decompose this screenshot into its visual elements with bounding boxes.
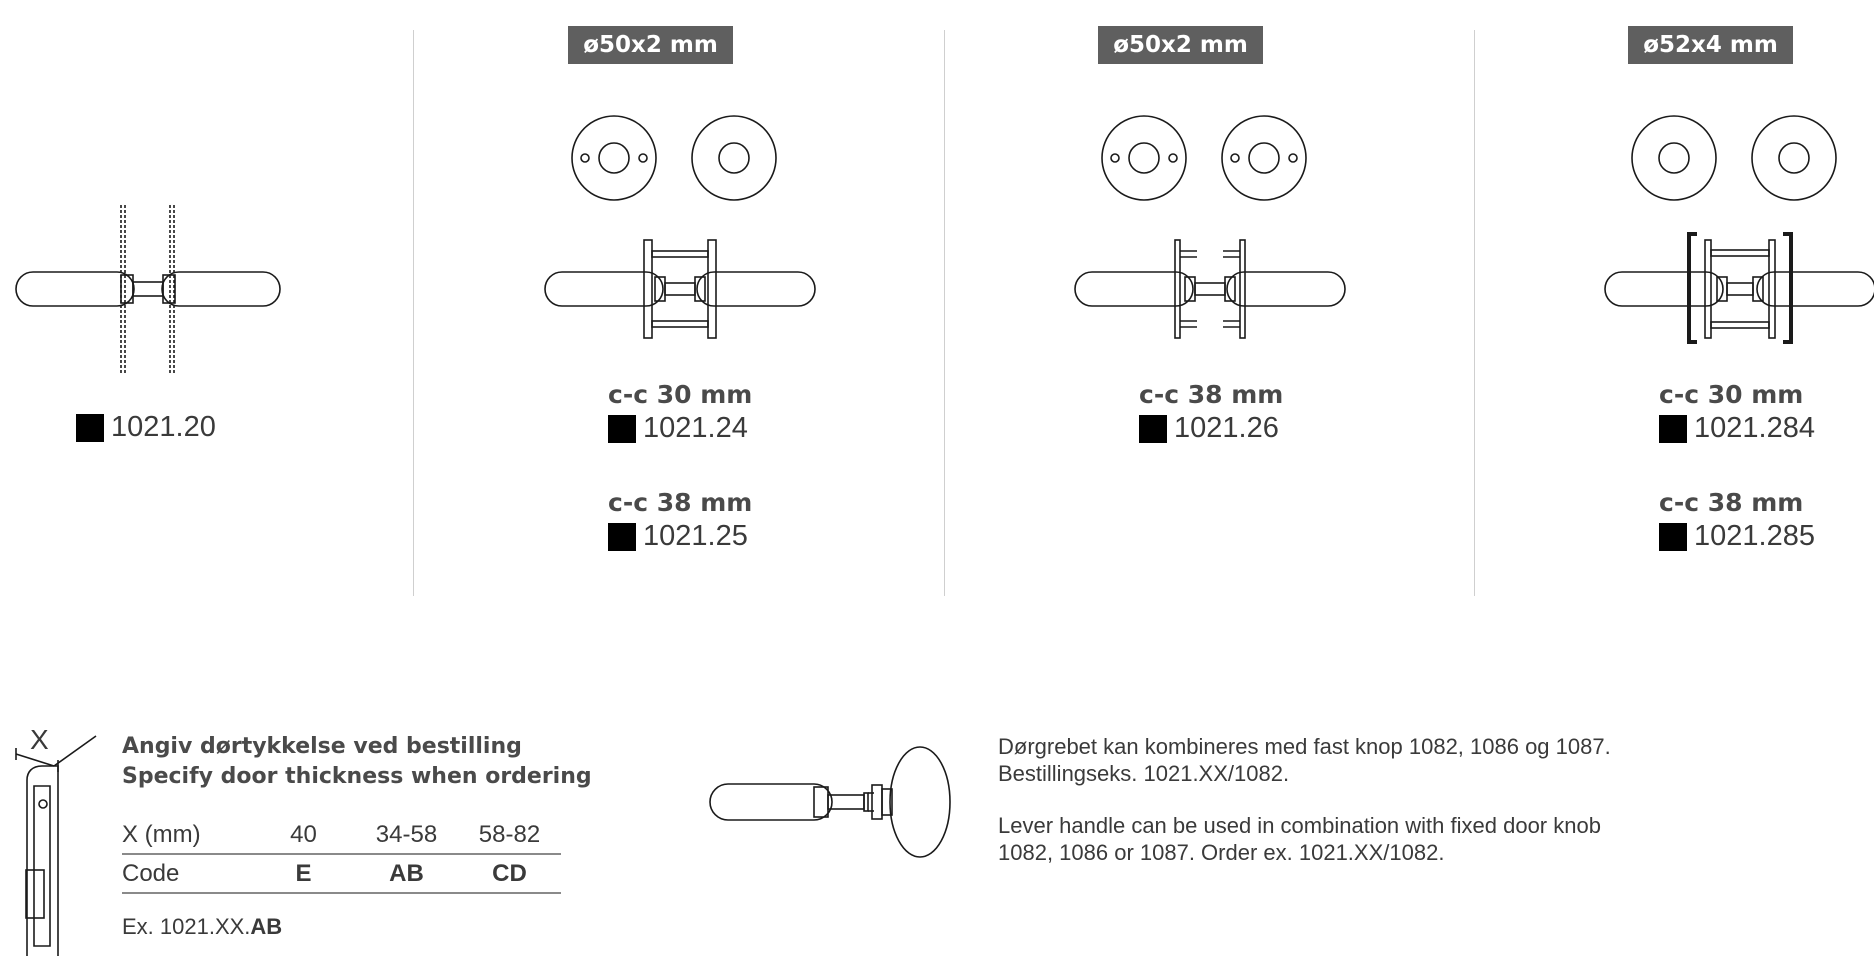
door-thickness-diagram [10,720,105,956]
black-finish-swatch [1659,415,1687,443]
order-example [122,914,282,940]
product-code [1659,520,1815,553]
table-cell: 40 [252,816,355,854]
product-code-text: 1021.285 [1694,520,1815,552]
rosette-size-badge: ø50x2 mm [568,26,733,64]
thickness-table [122,816,561,894]
black-finish-swatch [76,414,104,442]
column-divider [413,30,414,596]
center-distance-label: c-c 30 mm [1659,380,1804,409]
product-code-text: 1021.26 [1174,412,1279,444]
product-code-text: 1021.24 [643,412,748,444]
black-finish-swatch [1659,523,1687,551]
center-distance-label: c-c 38 mm [608,488,753,517]
rosette-size-badge: ø50x2 mm [1098,26,1263,64]
lever-handle-drawing [545,235,815,345]
center-distance-label: c-c 38 mm [1659,488,1804,517]
product-code-text: 1021.25 [643,520,748,552]
lever-handle-drawing [10,195,290,385]
order-example-prefix: Ex. 1021.XX. [122,914,251,939]
knob-combination-text-da: Dørgrebet kan kombineres med fast knop 1082, 1086 og 1087. Bestillingseks. 1021.XX/1082. [998,734,1611,786]
order-example-suffix: AB [250,914,283,939]
thickness-x-label: X [30,724,49,755]
table-cell: 34-58 [355,816,458,854]
product-code-text: 1021.20 [111,411,216,443]
black-finish-swatch [608,415,636,443]
table-cell: E [252,854,355,893]
black-finish-swatch [608,523,636,551]
thickness-heading-en: Specify door thickness when ordering [122,764,592,789]
product-code-text: 1021.284 [1694,412,1815,444]
column-divider [944,30,945,596]
center-distance-label: c-c 30 mm [608,380,753,409]
table-row [122,854,561,893]
rosette-drawing [1100,114,1310,204]
thickness-heading-da: Angiv dørtykkelse ved bestilling [122,734,522,759]
center-distance-label: c-c 38 mm [1139,380,1284,409]
rosette-drawing [1630,114,1840,204]
rosette-drawing [570,114,780,204]
black-finish-swatch [1139,415,1167,443]
knob-combination-text-en: Lever handle can be used in combination with fixed door knob 1082, 1086 or 1087. Order ex. 1021.XX/1082. [998,813,1601,865]
lever-handle-drawing [1605,230,1874,350]
table-cell: AB [355,854,458,893]
table-cell: CD [458,854,561,893]
table-cell: Code [122,854,252,893]
lever-with-knob-drawing [708,745,968,860]
column-divider [1474,30,1475,596]
lever-handle-drawing [1075,235,1345,345]
table-cell: 58-82 [458,816,561,854]
table-cell: X (mm) [122,816,252,854]
rosette-size-badge: ø52x4 mm [1628,26,1793,64]
product-code [76,411,216,444]
product-code [608,412,748,445]
table-row [122,816,561,854]
product-code [1659,412,1815,445]
product-code [1139,412,1279,445]
product-code [608,520,748,553]
